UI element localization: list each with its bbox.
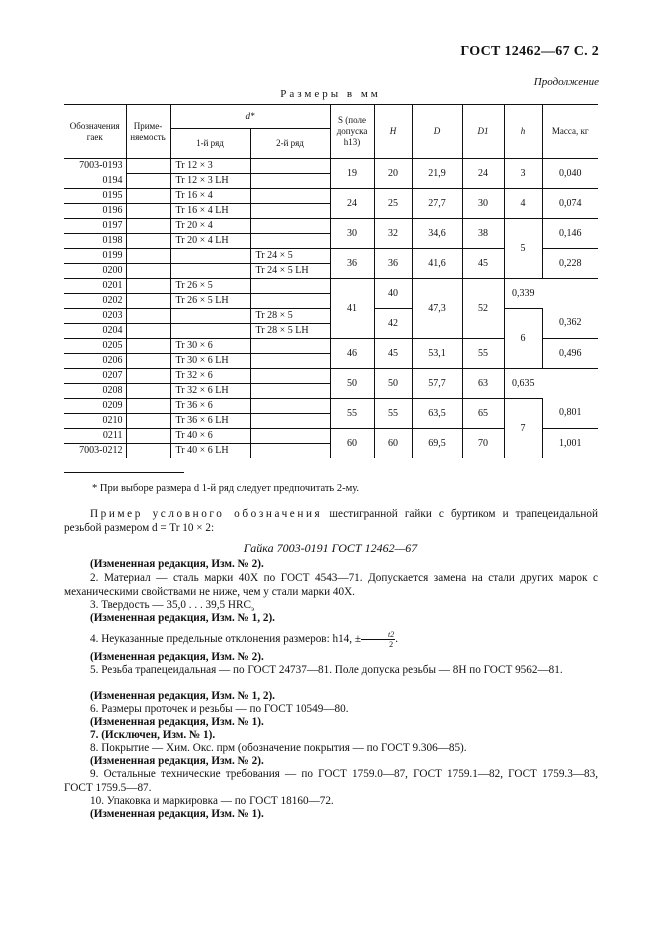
row-d2 (250, 219, 330, 234)
row-designation: 0206 (64, 354, 126, 369)
row-application (126, 219, 170, 234)
row-application (126, 249, 170, 264)
row-designation: 0204 (64, 324, 126, 339)
cell-s: 41 (330, 279, 374, 339)
dimensions-table (64, 104, 598, 458)
cell-d1: 63 (462, 369, 504, 399)
cell-h-height: 40 (374, 279, 412, 309)
row-application (126, 384, 170, 399)
row-application (126, 354, 170, 369)
cell-s: 55 (330, 399, 374, 429)
change-note: (Измененная редакция, Изм. № 1). (90, 716, 264, 728)
hardness-text: 3. Твердость — 35,0 . . . 39,5 HRC (90, 599, 251, 611)
row-application (126, 399, 170, 414)
header-row2: 2-й ряд (250, 129, 330, 159)
row-d2 (250, 234, 330, 249)
cell-h-collar: 6 (504, 309, 542, 369)
hardness-subscript: э (250, 605, 254, 614)
change-note: (Измененная редакция, Изм. № 2). (90, 651, 264, 663)
cell-d1: 38 (462, 219, 504, 249)
footnote-rule (64, 472, 184, 473)
row-d2: Tr 24 × 5 LH (250, 264, 330, 279)
cell-d1: 45 (462, 249, 504, 279)
cell-s: 24 (330, 189, 374, 219)
fraction-denominator: 2 (389, 640, 394, 649)
cell-d1: 70 (462, 429, 504, 459)
row-d2 (250, 444, 330, 459)
row-d2: Tr 28 × 5 (250, 309, 330, 324)
row-designation: 0196 (64, 204, 126, 219)
row-designation: 0208 (64, 384, 126, 399)
page-header: ГОСТ 12462—67 С. 2 (460, 44, 599, 59)
row-designation: 7003-0212 (64, 444, 126, 459)
row-designation: 0195 (64, 189, 126, 204)
row-d1: Tr 30 × 6 LH (170, 354, 250, 369)
row-designation: 0205 (64, 339, 126, 354)
change-note: (Измененная редакция, Изм. № 1, 2). (90, 690, 275, 702)
row-d1: Tr 32 × 6 (170, 369, 250, 384)
row-designation: 0199 (64, 249, 126, 264)
row-d1: Tr 16 × 4 LH (170, 204, 250, 219)
cell-mass: 0,362 (542, 309, 598, 339)
row-d2 (250, 414, 330, 429)
cell-mass: 0,339 (504, 279, 542, 309)
example-designation: Гайка 7003-0191 ГОСТ 12462—67 (243, 541, 418, 555)
tolerance-fraction (361, 630, 395, 649)
header-row1: 1-й ряд (170, 129, 250, 159)
fraction-numerator: t2 (361, 630, 395, 640)
row-designation: 0209 (64, 399, 126, 414)
cell-h-height: 45 (374, 339, 412, 369)
header-d-outer: D (412, 105, 462, 159)
row-d1: Tr 20 × 4 (170, 219, 250, 234)
row-d2 (250, 204, 330, 219)
tolerance-text: 4. Неуказанные предельные отклонения размеров: h14, ± (90, 633, 361, 646)
change-note: (Измененная редакция, Изм. № 1, 2). (90, 612, 275, 624)
cell-h-height: 20 (374, 159, 412, 189)
row-d2: Tr 24 × 5 (250, 249, 330, 264)
row-d2 (250, 369, 330, 384)
row-d1: Tr 12 × 3 (170, 159, 250, 174)
cell-s: 30 (330, 219, 374, 249)
row-application (126, 444, 170, 459)
row-designation: 0210 (64, 414, 126, 429)
cell-s: 19 (330, 159, 374, 189)
example-paragraph (64, 508, 598, 535)
item-grooves: 6. Размеры проточек и резьбы — по ГОСТ 10549—80. (90, 703, 349, 715)
row-application (126, 414, 170, 429)
cell-d-outer: 21,9 (412, 159, 462, 189)
cell-s: 60 (330, 429, 374, 459)
row-d1: Tr 16 × 4 (170, 189, 250, 204)
header-h-collar: h (504, 105, 542, 159)
row-application (126, 189, 170, 204)
row-d2 (250, 174, 330, 189)
row-application (126, 294, 170, 309)
item-coating: 8. Покрытие — Хим. Окс. прм (обозначение покрытия — по ГОСТ 9.306—85). (90, 742, 467, 754)
row-d1: Tr 36 × 6 (170, 399, 250, 414)
row-d2 (250, 339, 330, 354)
table-caption: Размеры в мм (280, 88, 381, 100)
item-excluded: 7. (Исключен, Изм. № 1). (90, 729, 216, 741)
cell-mass: 0,801 (542, 399, 598, 429)
row-d1: Tr 32 × 6 LH (170, 384, 250, 399)
header-application: Приме- няемость (126, 105, 170, 159)
cell-d-outer: 69,5 (412, 429, 462, 459)
cell-mass: 0,228 (542, 249, 598, 279)
cell-d1: 30 (462, 189, 504, 219)
header-h-height: H (374, 105, 412, 159)
row-d1: Tr 12 × 3 LH (170, 174, 250, 189)
row-designation: 0198 (64, 234, 126, 249)
cell-mass: 0,496 (542, 339, 598, 369)
row-d2 (250, 429, 330, 444)
row-d1: Tr 26 × 5 LH (170, 294, 250, 309)
row-d1: Tr 26 × 5 (170, 279, 250, 294)
cell-h-height: 42 (374, 309, 412, 339)
header-d: d* (170, 105, 330, 129)
change-note: (Измененная редакция, Изм. № 2). (90, 558, 264, 570)
row-d1 (170, 309, 250, 324)
row-d2 (250, 294, 330, 309)
cell-mass: 0,635 (504, 369, 542, 399)
row-d2 (250, 399, 330, 414)
continued-label: Продолжение (533, 76, 599, 88)
row-application (126, 309, 170, 324)
cell-d-outer: 27,7 (412, 189, 462, 219)
row-designation: 0211 (64, 429, 126, 444)
cell-h-height: 25 (374, 189, 412, 219)
cell-d-outer: 53,1 (412, 339, 462, 369)
cell-d-outer: 47,3 (412, 279, 462, 339)
cell-h-height: 36 (374, 249, 412, 279)
row-application (126, 204, 170, 219)
row-designation: 0201 (64, 279, 126, 294)
item-requirements: 9. Остальные технические требования — по ГОСТ 1759.0—87, ГОСТ 1759.1—82, ГОСТ 1759.3—83, ГОСТ 1759.5—87. (64, 768, 598, 794)
row-d1: Tr 40 × 6 (170, 429, 250, 444)
cell-mass: 0,146 (542, 219, 598, 249)
cell-s: 50 (330, 369, 374, 399)
cell-d1: 65 (462, 399, 504, 429)
cell-d1: 52 (462, 279, 504, 339)
footnote: * При выборе размера d 1-й ряд следует предпочитать 2-му. (92, 483, 360, 494)
row-d1: Tr 20 × 4 LH (170, 234, 250, 249)
cell-h-height: 32 (374, 219, 412, 249)
row-d2: Tr 28 × 5 LH (250, 324, 330, 339)
row-d2 (250, 189, 330, 204)
row-d1: Tr 30 × 6 (170, 339, 250, 354)
row-d1 (170, 324, 250, 339)
header-mass: Масса, кг (542, 105, 598, 159)
cell-h-collar: 7 (504, 399, 542, 459)
item-material: 2. Материал — сталь марки 40Х по ГОСТ 4543—71. Допускается замена на стали других марок с механическими свойствами не ниже, чем у стали марки 40Х. (64, 572, 598, 598)
row-designation: 0194 (64, 174, 126, 189)
row-d1: Tr 36 × 6 LH (170, 414, 250, 429)
row-d1 (170, 249, 250, 264)
header-s: S (поле допуска h13) (330, 105, 374, 159)
item-thread: 5. Резьба трапецеидальная — по ГОСТ 24737—81. Поле допуска резьбы — 8H по ГОСТ 9562—81. (90, 664, 563, 676)
cell-h-collar: 5 (504, 219, 542, 279)
cell-h-height: 55 (374, 399, 412, 429)
cell-mass: 0,040 (542, 159, 598, 189)
row-application (126, 264, 170, 279)
row-application (126, 324, 170, 339)
cell-s: 36 (330, 249, 374, 279)
cell-d-outer: 57,7 (412, 369, 462, 399)
row-application (126, 279, 170, 294)
row-application (126, 429, 170, 444)
row-designation: 0202 (64, 294, 126, 309)
row-designation: 7003-0193 (64, 159, 126, 174)
cell-h-collar: 3 (504, 159, 542, 189)
change-note: (Измененная редакция, Изм. № 2). (90, 755, 264, 767)
cell-h-collar: 4 (504, 189, 542, 219)
row-designation: 0207 (64, 369, 126, 384)
cell-mass: 0,074 (542, 189, 598, 219)
row-application (126, 174, 170, 189)
cell-h-height: 50 (374, 369, 412, 399)
cell-s: 46 (330, 339, 374, 369)
cell-h-height: 60 (374, 429, 412, 459)
cell-mass: 1,001 (542, 429, 598, 459)
row-designation: 0203 (64, 309, 126, 324)
header-d1: D1 (462, 105, 504, 159)
row-d2 (250, 279, 330, 294)
item-tolerances: 4. Неуказанные предельные отклонения размеров: h14, ± $\frac{t2}{2}$ . (90, 630, 399, 649)
cell-d-outer: 34,6 (412, 219, 462, 249)
cell-d1: 24 (462, 159, 504, 189)
row-application (126, 369, 170, 384)
row-designation: 0200 (64, 264, 126, 279)
change-note: (Измененная редакция, Изм. № 1). (90, 808, 264, 820)
row-application (126, 234, 170, 249)
row-d1: Tr 40 × 6 LH (170, 444, 250, 459)
row-d2 (250, 384, 330, 399)
example-text: шестигранной гайки с буртиком и трапецеидальной резьбой размером d = Tr 10 × 2: (64, 508, 598, 534)
item-packaging: 10. Упаковка и маркировка — по ГОСТ 18160—72. (90, 795, 334, 807)
cell-d1: 55 (462, 339, 504, 369)
header-designation: Обозначения гаек (64, 105, 126, 159)
row-application (126, 159, 170, 174)
row-d1 (170, 264, 250, 279)
row-d2 (250, 159, 330, 174)
cell-d-outer: 41,6 (412, 249, 462, 279)
row-application (126, 339, 170, 354)
example-lead: Пример условного обозначения (90, 508, 323, 520)
row-d2 (250, 354, 330, 369)
row-designation: 0197 (64, 219, 126, 234)
cell-d-outer: 63,5 (412, 399, 462, 429)
